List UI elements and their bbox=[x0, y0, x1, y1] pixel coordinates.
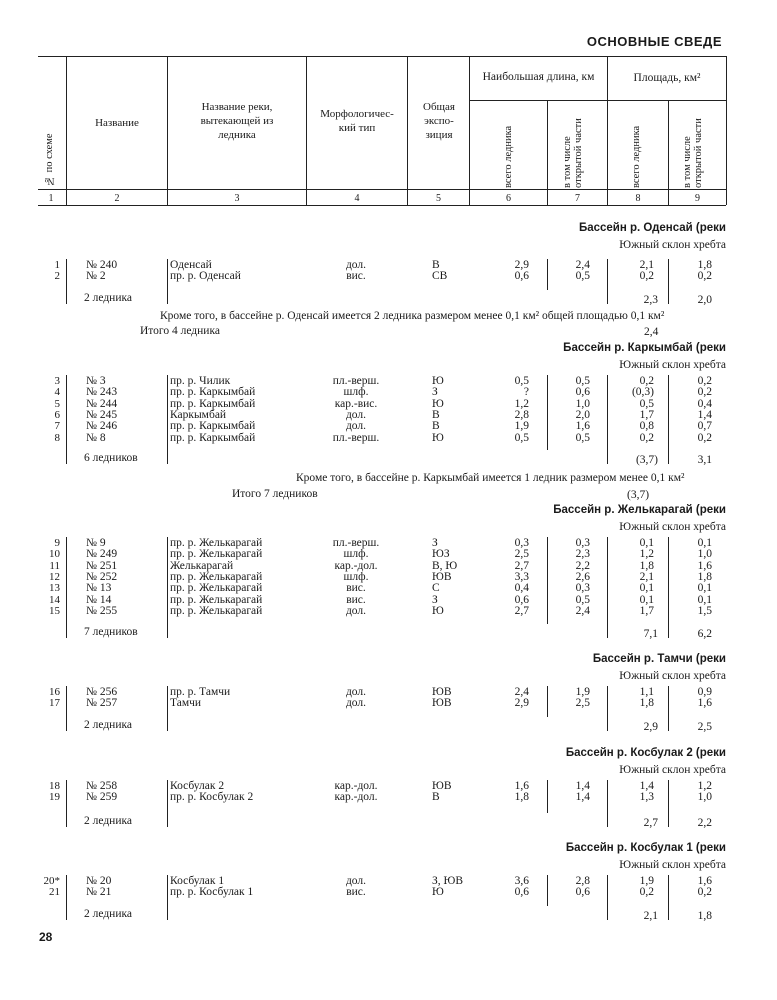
area-open: 0,2 bbox=[697, 386, 712, 399]
col-header-river: Название реки, вытекающей из ледника bbox=[200, 101, 274, 141]
area-open: 1,6 bbox=[697, 875, 712, 887]
length-total: 0,4 bbox=[514, 582, 529, 595]
morph-type: шлф. bbox=[343, 548, 369, 561]
slope-label: Южный склон хребта bbox=[619, 859, 726, 871]
scheme-number: 18 bbox=[49, 780, 60, 792]
area-open: 0,2 bbox=[697, 431, 712, 444]
col-number: 3 bbox=[234, 193, 240, 204]
length-total: 2,8 bbox=[514, 408, 529, 421]
river-name: пр. р. Каркымбай bbox=[170, 431, 256, 444]
basin-total: Итого 7 ледников bbox=[232, 488, 318, 500]
slope-label: Южный склон хребта bbox=[619, 239, 726, 251]
basin-heading: Бассейн р. Косбулак 1 (реки bbox=[565, 842, 726, 854]
column-rule bbox=[547, 537, 548, 624]
length-open: 2,6 bbox=[575, 570, 590, 583]
area-total-sum: 2,1 bbox=[643, 910, 658, 922]
scheme-number: 8 bbox=[54, 431, 60, 444]
column-rule bbox=[668, 259, 669, 304]
exposure: Ю bbox=[432, 604, 444, 617]
area-open: 0,1 bbox=[697, 582, 712, 595]
exposure: В bbox=[432, 259, 440, 271]
col-number: 5 bbox=[436, 193, 441, 204]
river-name: пр. р. Желькарагай bbox=[170, 604, 263, 617]
area-total: 1,9 bbox=[639, 875, 654, 887]
area-open-sum: 2,2 bbox=[697, 817, 712, 829]
area-open: 0,1 bbox=[697, 593, 712, 606]
col-number: 6 bbox=[506, 193, 511, 204]
area-open: 0,4 bbox=[697, 397, 712, 410]
col-header-length-open: в том числе открытой части bbox=[562, 118, 584, 188]
area-total: 1,3 bbox=[639, 791, 654, 804]
river-name: Оденсай bbox=[170, 259, 212, 271]
area-total: 1,8 bbox=[639, 559, 654, 572]
length-total: 0,5 bbox=[514, 375, 529, 387]
column-rule bbox=[668, 686, 669, 731]
col-header-length-group: Наибольшая длина, км bbox=[482, 71, 595, 83]
glacier-count: 6 ледников bbox=[84, 452, 138, 464]
river-name: Косбулак 1 bbox=[170, 875, 225, 887]
column-rule bbox=[607, 686, 608, 731]
river-name: пр. р. Чилик bbox=[170, 375, 231, 387]
col-header-exposure: Общая экспо-зиция bbox=[423, 101, 455, 141]
length-total: 2,9 bbox=[514, 259, 529, 271]
area-open: 1,4 bbox=[697, 408, 712, 421]
glacier-name: № 20 bbox=[86, 875, 112, 887]
morph-type: кар.-дол. bbox=[334, 780, 378, 792]
exposure: С bbox=[432, 582, 440, 595]
area-total: 0,5 bbox=[639, 397, 654, 410]
area-total: 1,7 bbox=[639, 604, 654, 617]
glacier-name: № 252 bbox=[86, 570, 118, 583]
river-name: пр. р. Оденсай bbox=[170, 270, 241, 283]
glacier-name: № 240 bbox=[86, 259, 118, 271]
glacier-name: № 245 bbox=[86, 408, 118, 421]
area-total: 1,1 bbox=[639, 686, 654, 698]
area-total-sum: 2,7 bbox=[643, 817, 658, 829]
morph-type: дол. bbox=[345, 875, 367, 887]
morph-type: дол. bbox=[345, 420, 367, 433]
glacier-name: № 255 bbox=[86, 604, 118, 617]
scheme-number: 7 bbox=[54, 420, 60, 433]
length-total: 1,9 bbox=[514, 420, 529, 433]
column-rule bbox=[66, 686, 67, 731]
header-top-rule bbox=[38, 56, 726, 57]
area-open-sum: 1,8 bbox=[697, 910, 712, 922]
exposure: В bbox=[432, 420, 440, 433]
exposure: ЮВ bbox=[432, 570, 452, 583]
length-total: 3,6 bbox=[514, 875, 529, 887]
glacier-count: 2 ледника bbox=[84, 292, 132, 304]
glacier-name: № 8 bbox=[86, 431, 106, 444]
morph-type: пл.-верш. bbox=[332, 431, 380, 444]
glacier-name: № 13 bbox=[86, 582, 112, 595]
column-rule bbox=[167, 875, 168, 920]
exposure: Ю bbox=[432, 886, 444, 899]
river-name: пр. р. Желькарагай bbox=[170, 582, 263, 595]
length-open: 2,0 bbox=[575, 408, 590, 421]
column-rule bbox=[668, 780, 669, 827]
exposure: В bbox=[432, 791, 440, 804]
length-total: 2,7 bbox=[514, 559, 529, 572]
area-open-sum: 6,2 bbox=[697, 628, 712, 640]
length-total: 2,5 bbox=[514, 548, 529, 561]
river-name: пр. р. Каркымбай bbox=[170, 386, 256, 399]
area-total: 0,2 bbox=[639, 270, 654, 283]
river-name: пр. р. Каркымбай bbox=[170, 397, 256, 410]
morph-type: кар.-вис. bbox=[334, 397, 378, 410]
col-header-length-total: всего ледника bbox=[503, 125, 514, 188]
length-total: 1,2 bbox=[514, 397, 529, 410]
scheme-number: 17 bbox=[49, 697, 60, 710]
exposure: ЮВ bbox=[432, 697, 452, 710]
length-total: 1,8 bbox=[514, 791, 529, 804]
glacier-count: 2 ледника bbox=[84, 719, 132, 731]
glacier-name: № 9 bbox=[86, 537, 106, 549]
area-total-sum: (3,7) bbox=[635, 454, 658, 466]
length-total: 2,9 bbox=[514, 697, 529, 710]
area-total: 0,1 bbox=[639, 537, 654, 549]
glacier-name: № 246 bbox=[86, 420, 118, 433]
col-number: 7 bbox=[575, 193, 580, 204]
exposure: ЮВ bbox=[432, 780, 452, 792]
area-open: 0,2 bbox=[697, 270, 712, 283]
area-total-sum: 2,3 bbox=[643, 294, 658, 306]
length-open: 1,0 bbox=[575, 397, 590, 410]
length-open: 0,3 bbox=[575, 537, 590, 549]
area-open: 1,8 bbox=[697, 570, 712, 583]
exposure: З bbox=[432, 537, 438, 549]
glacier-name: № 21 bbox=[86, 886, 112, 899]
column-rule bbox=[547, 375, 548, 450]
area-open: 1,6 bbox=[697, 559, 712, 572]
river-name: пр. р. Косбулак 1 bbox=[170, 886, 254, 899]
column-rule bbox=[607, 375, 608, 464]
length-open: 0,5 bbox=[575, 270, 590, 283]
exposure: Ю bbox=[432, 431, 444, 444]
length-total: 2,7 bbox=[514, 604, 529, 617]
scheme-number: 13 bbox=[49, 582, 60, 595]
basin-heading: Бассейн р. Косбулак 2 (реки bbox=[565, 747, 726, 759]
length-open: 0,6 bbox=[575, 886, 590, 899]
morph-type: дол. bbox=[345, 697, 367, 710]
area-open-sum: 2,5 bbox=[697, 721, 712, 733]
exposure: ЮЗ bbox=[432, 548, 450, 561]
header-bottom-rule bbox=[38, 205, 726, 206]
glacier-count: 2 ледника bbox=[84, 908, 132, 920]
river-name: пр. р. Тамчи bbox=[170, 686, 231, 698]
length-open: 2,5 bbox=[575, 697, 590, 710]
scheme-number: 20* bbox=[43, 875, 60, 887]
area-total: 1,8 bbox=[639, 697, 654, 710]
length-total: 0,6 bbox=[514, 270, 529, 283]
area-open: 1,8 bbox=[697, 259, 712, 271]
glacier-name: № 256 bbox=[86, 686, 118, 698]
page-number: 28 bbox=[39, 930, 53, 944]
col-header-area-group: Площадь, км² bbox=[633, 72, 701, 84]
length-open: 0,5 bbox=[575, 593, 590, 606]
length-open: 1,9 bbox=[575, 686, 590, 698]
area-open: 0,9 bbox=[697, 686, 712, 698]
column-rule bbox=[607, 537, 608, 638]
glacier-name: № 249 bbox=[86, 548, 118, 561]
col-header-area-open: в том числе открытой части bbox=[682, 118, 704, 188]
exposure: ЮВ bbox=[432, 686, 452, 698]
slope-label: Южный склон хребта bbox=[619, 359, 726, 371]
length-open: 2,4 bbox=[575, 259, 590, 271]
river-name: Желькарагай bbox=[170, 559, 234, 572]
basin-total-value: 2,4 bbox=[644, 326, 659, 338]
exposure: Ю bbox=[432, 397, 444, 410]
exposure: В bbox=[432, 408, 440, 421]
column-rule bbox=[547, 780, 548, 813]
length-open: 1,4 bbox=[575, 780, 590, 792]
slope-label: Южный склон хребта bbox=[619, 764, 726, 776]
length-open: 2,4 bbox=[575, 604, 590, 617]
column-rule bbox=[668, 875, 669, 920]
scheme-number: 12 bbox=[49, 570, 60, 583]
area-total: 0,1 bbox=[639, 593, 654, 606]
scheme-number: 10 bbox=[49, 548, 60, 561]
area-total-sum: 2,9 bbox=[643, 721, 658, 733]
col-number: 9 bbox=[695, 193, 700, 204]
scheme-number: 9 bbox=[54, 537, 60, 549]
morph-type: вис. bbox=[346, 593, 366, 606]
col-number: 2 bbox=[114, 193, 120, 204]
morph-type: дол. bbox=[345, 259, 367, 271]
scheme-number: 4 bbox=[54, 386, 60, 399]
column-rule bbox=[547, 875, 548, 906]
length-open: 2,3 bbox=[575, 548, 590, 561]
length-open: 1,4 bbox=[575, 791, 590, 804]
column-rule bbox=[167, 375, 168, 464]
area-open: 0,1 bbox=[697, 537, 712, 549]
column-rule bbox=[66, 375, 67, 464]
scheme-number: 15 bbox=[49, 604, 60, 617]
morph-type: дол. bbox=[345, 408, 367, 421]
scheme-number: 1 bbox=[54, 259, 60, 271]
column-rule bbox=[167, 780, 168, 827]
scheme-number: 21 bbox=[49, 886, 60, 899]
scheme-number: 11 bbox=[49, 559, 60, 572]
morph-type: пл.-верш. bbox=[332, 375, 380, 387]
scheme-number: 6 bbox=[54, 408, 60, 421]
basin-heading: Бассейн р. Тамчи (реки bbox=[592, 653, 726, 665]
area-open: 0,2 bbox=[697, 886, 712, 899]
basin-note: Кроме того, в бассейне р. Оденсай имеется 2 ледника размером менее 0,1 км² общей площадью 0,1 км² bbox=[160, 310, 665, 322]
area-open: 1,6 bbox=[697, 697, 712, 710]
length-open: 0,6 bbox=[575, 386, 590, 399]
river-name: пр. р. Желькарагай bbox=[170, 593, 263, 606]
scheme-number: 2 bbox=[54, 270, 60, 283]
exposure: З bbox=[432, 593, 438, 606]
morph-type: кар.-дол. bbox=[334, 791, 378, 804]
col-number: 4 bbox=[354, 193, 360, 204]
glacier-name: № 243 bbox=[86, 386, 118, 399]
glacier-name: № 244 bbox=[86, 397, 118, 410]
glacier-count: 7 ледников bbox=[84, 626, 138, 638]
length-open: 1,6 bbox=[575, 420, 590, 433]
length-total: 3,3 bbox=[514, 570, 529, 583]
glacier-name: № 257 bbox=[86, 697, 118, 710]
area-open-sum: 3,1 bbox=[697, 454, 712, 466]
column-rule bbox=[607, 259, 608, 304]
column-rule bbox=[66, 537, 67, 638]
col-header-morph: Морфологичес-кий тип bbox=[320, 108, 394, 134]
glacier-name: № 259 bbox=[86, 791, 118, 804]
column-rule bbox=[668, 537, 669, 638]
length-open: 2,2 bbox=[575, 559, 590, 572]
glacier-name: № 258 bbox=[86, 780, 118, 792]
length-total: 2,4 bbox=[514, 686, 529, 698]
column-rule bbox=[547, 259, 548, 290]
exposure: З, ЮВ bbox=[432, 875, 464, 887]
morph-type: вис. bbox=[346, 886, 366, 899]
col-header-area-total: всего ледника bbox=[631, 125, 642, 188]
basin-heading: Бассейн р. Желькарагай (реки bbox=[553, 504, 726, 516]
column-rule bbox=[547, 686, 548, 717]
length-open: 0,3 bbox=[575, 582, 590, 595]
scheme-number: 14 bbox=[49, 593, 60, 606]
basin-heading: Бассейн р. Оденсай (реки bbox=[578, 222, 726, 234]
glacier-name: № 3 bbox=[86, 375, 106, 387]
river-name: пр. р. Желькарагай bbox=[170, 548, 263, 561]
length-total: ? bbox=[523, 386, 529, 399]
column-rule bbox=[607, 875, 608, 920]
glacier-name: № 2 bbox=[86, 270, 106, 283]
morph-type: вис. bbox=[346, 582, 366, 595]
river-name: Косбулак 2 bbox=[170, 780, 225, 792]
area-total: (0,3) bbox=[631, 386, 654, 399]
glacier-count: 2 ледника bbox=[84, 815, 132, 827]
column-rule bbox=[167, 537, 168, 638]
col-number: 1 bbox=[48, 193, 54, 204]
exposure: З bbox=[432, 386, 438, 399]
scheme-number: 5 bbox=[54, 397, 60, 410]
area-total-sum: 7,1 bbox=[643, 628, 658, 640]
morph-type: дол. bbox=[345, 604, 367, 617]
area-open: 1,0 bbox=[697, 548, 712, 561]
length-open: 2,8 bbox=[575, 875, 590, 887]
morph-type: дол. bbox=[345, 686, 367, 698]
morph-type: пл.-верш. bbox=[332, 537, 380, 549]
column-rule bbox=[66, 259, 67, 304]
length-total: 0,6 bbox=[514, 886, 529, 899]
morph-type: вис. bbox=[346, 270, 366, 283]
length-total: 0,6 bbox=[514, 593, 529, 606]
glacier-name: № 251 bbox=[86, 559, 118, 572]
river-name: Каркымбай bbox=[170, 408, 227, 421]
area-total: 0,1 bbox=[639, 582, 654, 595]
area-open: 0,7 bbox=[697, 420, 712, 433]
column-rule bbox=[607, 780, 608, 827]
area-open: 1,5 bbox=[697, 604, 712, 617]
area-open: 0,2 bbox=[697, 375, 712, 387]
scheme-number: 16 bbox=[49, 686, 60, 698]
area-total: 0,2 bbox=[639, 375, 654, 387]
column-rule bbox=[66, 875, 67, 920]
length-open: 0,5 bbox=[575, 431, 590, 444]
morph-type: кар.-дол. bbox=[334, 559, 378, 572]
column-rule bbox=[167, 686, 168, 731]
slope-label: Южный склон хребта bbox=[619, 670, 726, 682]
scheme-number: 19 bbox=[49, 791, 60, 804]
area-total: 1,2 bbox=[639, 548, 654, 561]
header-mid-rule bbox=[38, 189, 726, 190]
river-name: пр. р. Каркымбай bbox=[170, 420, 256, 433]
basin-note: Кроме того, в бассейне р. Каркымбай имеется 1 ледник размером менее 0,1 км² bbox=[296, 472, 685, 484]
area-total: 1,7 bbox=[639, 408, 654, 421]
area-open-sum: 2,0 bbox=[697, 294, 712, 306]
area-open: 1,0 bbox=[697, 791, 712, 804]
river-name: пр. р. Косбулак 2 bbox=[170, 791, 254, 804]
basin-total: Итого 4 ледника bbox=[140, 325, 220, 337]
slope-label: Южный склон хребта bbox=[619, 521, 726, 533]
glacier-name: № 14 bbox=[86, 593, 112, 606]
morph-type: шлф. bbox=[343, 570, 369, 583]
area-total: 0,2 bbox=[639, 431, 654, 444]
exposure: В, Ю bbox=[432, 559, 458, 572]
river-name: пр. р. Желькарагай bbox=[170, 570, 263, 583]
column-rule bbox=[167, 259, 168, 304]
column-rule bbox=[66, 780, 67, 827]
exposure: Ю bbox=[432, 375, 444, 387]
basin-total-value: (3,7) bbox=[627, 489, 650, 501]
exposure: СВ bbox=[432, 270, 448, 283]
area-total: 0,8 bbox=[639, 420, 654, 433]
col-header-name: Название bbox=[95, 117, 139, 129]
length-total: 0,3 bbox=[514, 537, 529, 549]
river-name: пр. р. Желькарагай bbox=[170, 537, 263, 549]
area-total: 1,4 bbox=[639, 780, 654, 792]
col-number: 8 bbox=[635, 193, 641, 204]
length-total: 0,5 bbox=[514, 431, 529, 444]
scheme-number: 3 bbox=[54, 375, 60, 387]
column-rule bbox=[668, 375, 669, 464]
area-total: 0,2 bbox=[639, 886, 654, 899]
col-header-scheme-no: № по схеме bbox=[44, 133, 55, 186]
page-heading: ОСНОВНЫЕ СВЕДЕ bbox=[586, 34, 722, 49]
river-name: Тамчи bbox=[170, 697, 202, 710]
basin-heading: Бассейн р. Каркымбай (реки bbox=[563, 342, 726, 354]
length-open: 0,5 bbox=[575, 375, 590, 387]
length-total: 1,6 bbox=[514, 780, 529, 792]
area-total: 2,1 bbox=[639, 259, 654, 271]
area-open: 1,2 bbox=[697, 780, 712, 792]
area-total: 2,1 bbox=[639, 570, 654, 583]
morph-type: шлф. bbox=[343, 386, 369, 399]
group-rule bbox=[469, 100, 726, 101]
